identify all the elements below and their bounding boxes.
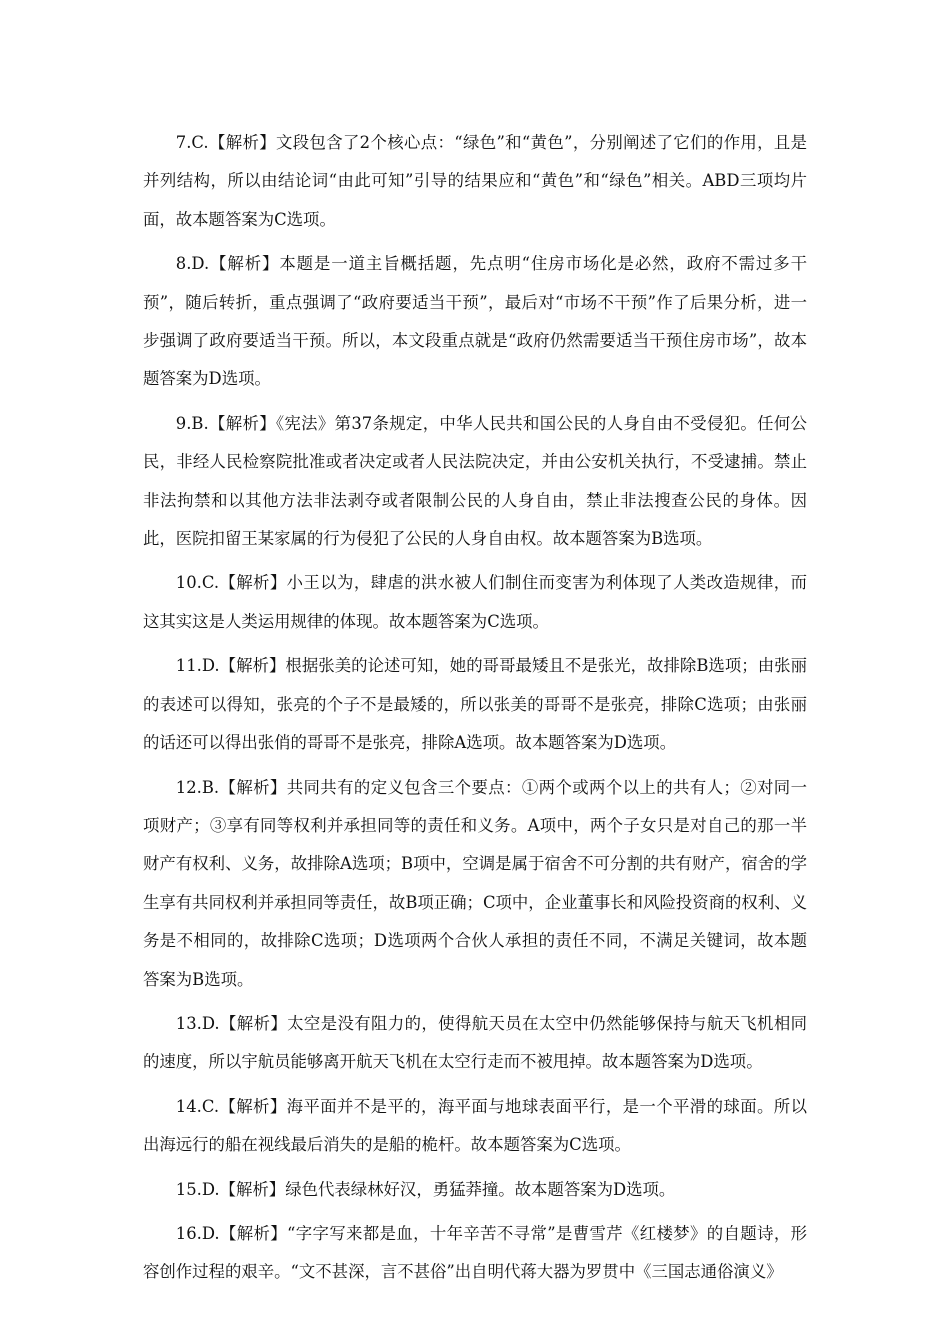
- answer-explanations: [143, 124, 807, 1298]
- explanation-paragraph-11: 11.D.【解析】根据张美的论述可知，她的哥哥最矮且不是张光，故排除B选项；由张丽的表述可以得知，张亮的个子不是最矮的，所以张美的哥哥不是张亮，排除C选项；由张丽的话还可以得出张俏的哥哥不是张亮，排除A选项。故本题答案为D选项。: [143, 656, 807, 753]
- explanation-paragraph-12: 12.B.【解析】共同共有的定义包含三个要点：①两个或两个以上的共有人；②对同一项财产；③享有同等权利并承担同等的责任和义务。A项中，两个子女只是对自己的那一半财产有权利、义务，故排除A选项；B项中，空调是属于宿舍不可分割的共有财产，宿舍的学生享有共同权利并承担同等责任，故B项正确；C项中，企业董事长和风险投资商的权利、义务是不相同的，故排除C选项；D选项两个合伙人承担的责任不同，不满足关键词，故本题答案为B选项。: [143, 777, 807, 989]
- explanation-paragraph-14: 14.C.【解析】海平面并不是平的，海平面与地球表面平行，是一个平滑的球面。所以出海远行的船在视线最后消失的是船的桅杆。故本题答案为C选项。: [143, 1096, 807, 1155]
- explanation-paragraph-15: 15.D.【解析】绿色代表绿林好汉，勇猛莽撞。故本题答案为D选项。: [175, 1179, 676, 1199]
- explanation-paragraph-16: 16.D.【解析】“字字写来都是血，十年辛苦不寻常”是曹雪芹《红楼梦》的自题诗，形容创作过程的艰辛。“文不甚深，言不甚俗”出自明代蒋大器为罗贯中《三国志通俗演义》: [143, 1223, 807, 1282]
- explanation-paragraph-10: 10.C.【解析】小王以为，肆虐的洪水被人们制住而变害为利体现了人类改造规律，而这其实这是人类运用规律的体现。故本题答案为C选项。: [143, 573, 807, 631]
- explanation-paragraph-8: 8.D.【解析】本题是一道主旨概括题，先点明“住房市场化是必然，政府不需过多干预”，随后转折，重点强调了“政府要适当干预”，最后对“市场不干预”作了后果分析，进一步强调了政府要适当干预。所以，本文段重点就是“政府仍然需要适当干预住房市场”，故本题答案为D选项。: [143, 254, 807, 389]
- explanation-paragraph-7: 7.C.【解析】文段包含了2个核心点：“绿色”和“黄色”，分别阐述了它们的作用，且是并列结构，所以由结论词“由此可知”引导的结果应和“黄色”和“绿色”相关。ABD三项均片面，故本题答案为C选项。: [143, 133, 807, 229]
- explanation-paragraph-13: 13.D.【解析】太空是没有阻力的，使得航天员在太空中仍然能够保持与航天飞机相同的速度，所以宇航员能够离开航天飞机在太空行走而不被甩掉。故本题答案为D选项。: [143, 1013, 807, 1072]
- explanation-paragraph-9: 9.B.【解析】《宪法》第37条规定，中华人民共和国公民的人身自由不受侵犯。任何公民，非经人民检察院批准或者决定或者人民法院决定，并由公安机关执行，不受逮捕。禁止非法拘禁和以其他方法非法剥夺或者限制公民的人身自由，禁止非法搜查公民的身体。因此，医院扣留王某家属的行为侵犯了公民的人身自由权。故本题答案为B选项。: [143, 413, 807, 549]
